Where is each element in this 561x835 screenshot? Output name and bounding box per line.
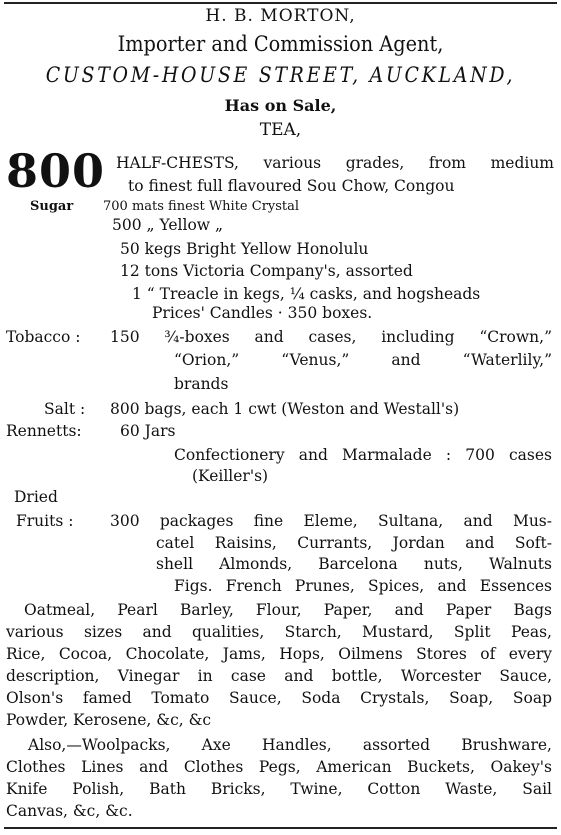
sugar-label: Sugar bbox=[30, 199, 74, 214]
sundries-line: description, Vinegar in case and bottle, Worcester Sauce, bbox=[6, 667, 552, 685]
merchant-profession: Importer and Commission Agent, bbox=[117, 32, 444, 56]
also-line: Knife Polish, Bath Bricks, Twine, Cotton Waste, Sail bbox=[6, 780, 552, 798]
sugar-line: 50 kegs Bright Yellow Honolulu bbox=[120, 240, 369, 258]
top-rule bbox=[4, 2, 557, 4]
sundries-line: Oatmeal, Pearl Barley, Flour, Paper, and Paper Bags bbox=[24, 601, 552, 619]
fruits-line: Figs. French Prunes, Spices, and Essences bbox=[174, 577, 552, 595]
sundries-line: Rice, Cocoa, Chocolate, Jams, Hops, Oilmens Stores of every bbox=[6, 645, 552, 663]
fruits-line: shell Almonds, Barcelona nuts, Walnuts bbox=[156, 555, 552, 573]
merchant-address: CUSTOM-HOUSE STREET, AUCKLAND, bbox=[45, 63, 516, 87]
also-line: Clothes Lines and Clothes Pegs, American Buckets, Oakey's bbox=[6, 758, 552, 776]
sugar-line: 500 „ Yellow „ bbox=[112, 216, 223, 234]
tea-heading: TEA, bbox=[259, 120, 302, 140]
sundries-line: Olson's famed Tomato Sauce, Soda Crystals, Soap, Soap bbox=[6, 689, 552, 707]
merchant-name: H. B. MORTON, bbox=[205, 6, 356, 26]
fruits-line: catel Raisins, Currants, Jordan and Soft- bbox=[156, 534, 552, 552]
on-sale-heading: Has on Sale, bbox=[224, 96, 337, 115]
salt-text: 800 bags, each 1 cwt (Weston and Westall's) bbox=[110, 400, 460, 418]
sundries-line: various sizes and qualities, Starch, Mustard, Split Peas, bbox=[6, 623, 552, 641]
also-line: Also,—Woolpacks, Axe Handles, assorted Brushware, bbox=[28, 736, 552, 754]
tobacco-line-1: 150 ¾-boxes and cases, including “Crown,” bbox=[110, 328, 552, 346]
also-line: Canvas, &c, &c. bbox=[6, 802, 133, 820]
rennetts-text: 60 Jars bbox=[120, 422, 176, 440]
fruits-label: Fruits : bbox=[16, 512, 74, 530]
sugar-line: 1 “ Treacle in kegs, ¼ casks, and hogsheads bbox=[132, 285, 481, 303]
candles-line: Prices' Candles · 350 boxes. bbox=[152, 304, 373, 322]
tea-quantity: 800 bbox=[6, 144, 106, 198]
sundries-line: Powder, Kerosene, &c, &c bbox=[6, 711, 212, 729]
dried-label: Dried bbox=[14, 488, 58, 506]
tobacco-line-3: brands bbox=[174, 375, 229, 393]
confectionery-line-2: (Keiller's) bbox=[192, 467, 269, 485]
fruits-line: 300 packages fine Eleme, Sultana, and Mus- bbox=[110, 512, 552, 530]
tobacco-label: Tobacco : bbox=[6, 328, 81, 346]
tea-line-2: to finest full flavoured Sou Chow, Congou bbox=[128, 177, 455, 195]
tobacco-line-2: “Orion,” “Venus,” and “Waterlily,” bbox=[174, 351, 552, 369]
sugar-line: 700 mats finest White Crystal bbox=[103, 199, 300, 214]
tea-line-1: HALF-CHESTS, various grades, from medium bbox=[116, 154, 554, 172]
salt-label: Salt : bbox=[44, 400, 86, 418]
confectionery-line-1: Confectionery and Marmalade : 700 cases bbox=[174, 446, 552, 464]
rennetts-label: Rennetts: bbox=[6, 422, 82, 440]
bottom-rule bbox=[4, 827, 557, 829]
sugar-line: 12 tons Victoria Company's, assorted bbox=[120, 262, 413, 280]
